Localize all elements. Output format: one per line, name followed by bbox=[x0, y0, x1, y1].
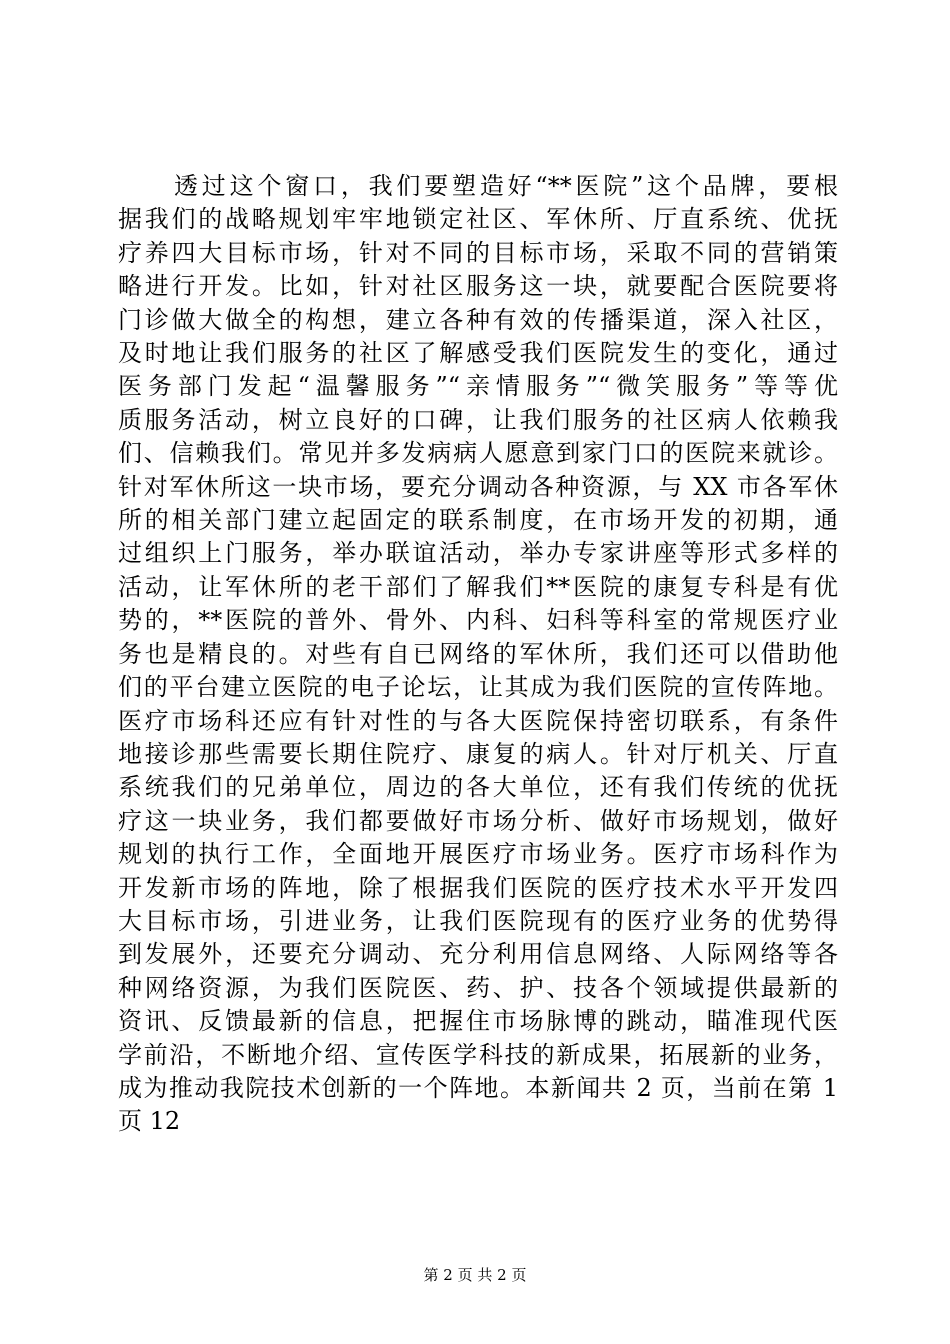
text-line: 们的平台建立医院的电子论坛，让其成为我们医院的宣传阵地。 bbox=[118, 673, 838, 702]
text-line: 种网络资源，为我们医院医、药、护、技各个领域提供最新的 bbox=[118, 973, 838, 1002]
text-line: 到发展外，还要充分调动、充分利用信息网络、人际网络等各 bbox=[118, 940, 838, 969]
text-line: 略进行开发。比如，针对社区服务这一块，就要配合医院要将 bbox=[118, 272, 838, 301]
text-line: 务也是精良的。对些有自已网络的军休所，我们还可以借助他 bbox=[118, 639, 838, 668]
text-line: 成为推动我院技术创新的一个阵地。本新闻共 2 页，当前在第 1 bbox=[118, 1073, 838, 1102]
body-paragraph bbox=[118, 170, 838, 1139]
text-line: 学前沿，不断地介绍、宣传医学科技的新成果，拓展新的业务， bbox=[118, 1040, 838, 1069]
page-footer: 第 2 页 共 2 页 bbox=[423, 1266, 527, 1284]
text-line: 透过这个窗口，我们要塑造好“**医院”这个品牌，要根 bbox=[174, 172, 838, 200]
text-line: 门诊做大做全的构想，建立各种有效的传播渠道，深入社区， bbox=[118, 305, 838, 334]
text-line: 针对军休所这一块市场，要充分调动各种资源，与 XX 市各军休 bbox=[118, 472, 838, 501]
text-line: 开发新市场的阵地，除了根据我们医院的医疗技术水平开发四 bbox=[118, 873, 838, 902]
text-line: 们、信赖我们。常见并多发病病人愿意到家门口的医院来就诊。 bbox=[118, 439, 838, 468]
text-line: 据我们的战略规划牢牢地锁定社区、军休所、厅直系统、优抚 bbox=[118, 205, 838, 234]
text-line: 规划的执行工作，全面地开展医疗市场业务。医疗市场科作为 bbox=[118, 840, 838, 869]
text-line: 页 12 bbox=[118, 1107, 181, 1136]
text-line: 疗养四大目标市场，针对不同的目标市场，采取不同的营销策 bbox=[118, 238, 838, 267]
text-line: 及时地让我们服务的社区了解感受我们医院发生的变化，通过 bbox=[118, 339, 838, 368]
text-line: 大目标市场，引进业务，让我们医院现有的医疗业务的优势得 bbox=[118, 906, 838, 935]
text-line: 所的相关部门建立起固定的联系制度，在市场开发的初期，通 bbox=[118, 506, 838, 535]
text-line: 地接诊那些需要长期住院疗、康复的病人。针对厅机关、厅直 bbox=[118, 739, 838, 768]
text-line: 资讯、反馈最新的信息，把握住市场脉博的跳动，瞄准现代医 bbox=[118, 1007, 838, 1036]
text-line: 势的，**医院的普外、骨外、内科、妇科等科室的常规医疗业 bbox=[118, 606, 838, 635]
text-line: 过组织上门服务，举办联谊活动，举办专家讲座等形式多样的 bbox=[118, 539, 838, 568]
text-line: 医疗市场科还应有针对性的与各大医院保持密切联系，有条件 bbox=[118, 706, 838, 735]
text-line: 活动，让军休所的老干部们了解我们**医院的康复专科是有优 bbox=[118, 572, 838, 601]
text-line: 医务部门发起“温馨服务”“亲情服务”“微笑服务”等等优 bbox=[118, 372, 838, 401]
text-line: 质服务活动，树立良好的口碑，让我们服务的社区病人依赖我 bbox=[118, 405, 838, 434]
text-line: 疗这一块业务，我们都要做好市场分析、做好市场规划，做好 bbox=[118, 806, 838, 835]
text-line: 系统我们的兄弟单位，周边的各大单位，还有我们传统的优抚 bbox=[118, 773, 838, 802]
